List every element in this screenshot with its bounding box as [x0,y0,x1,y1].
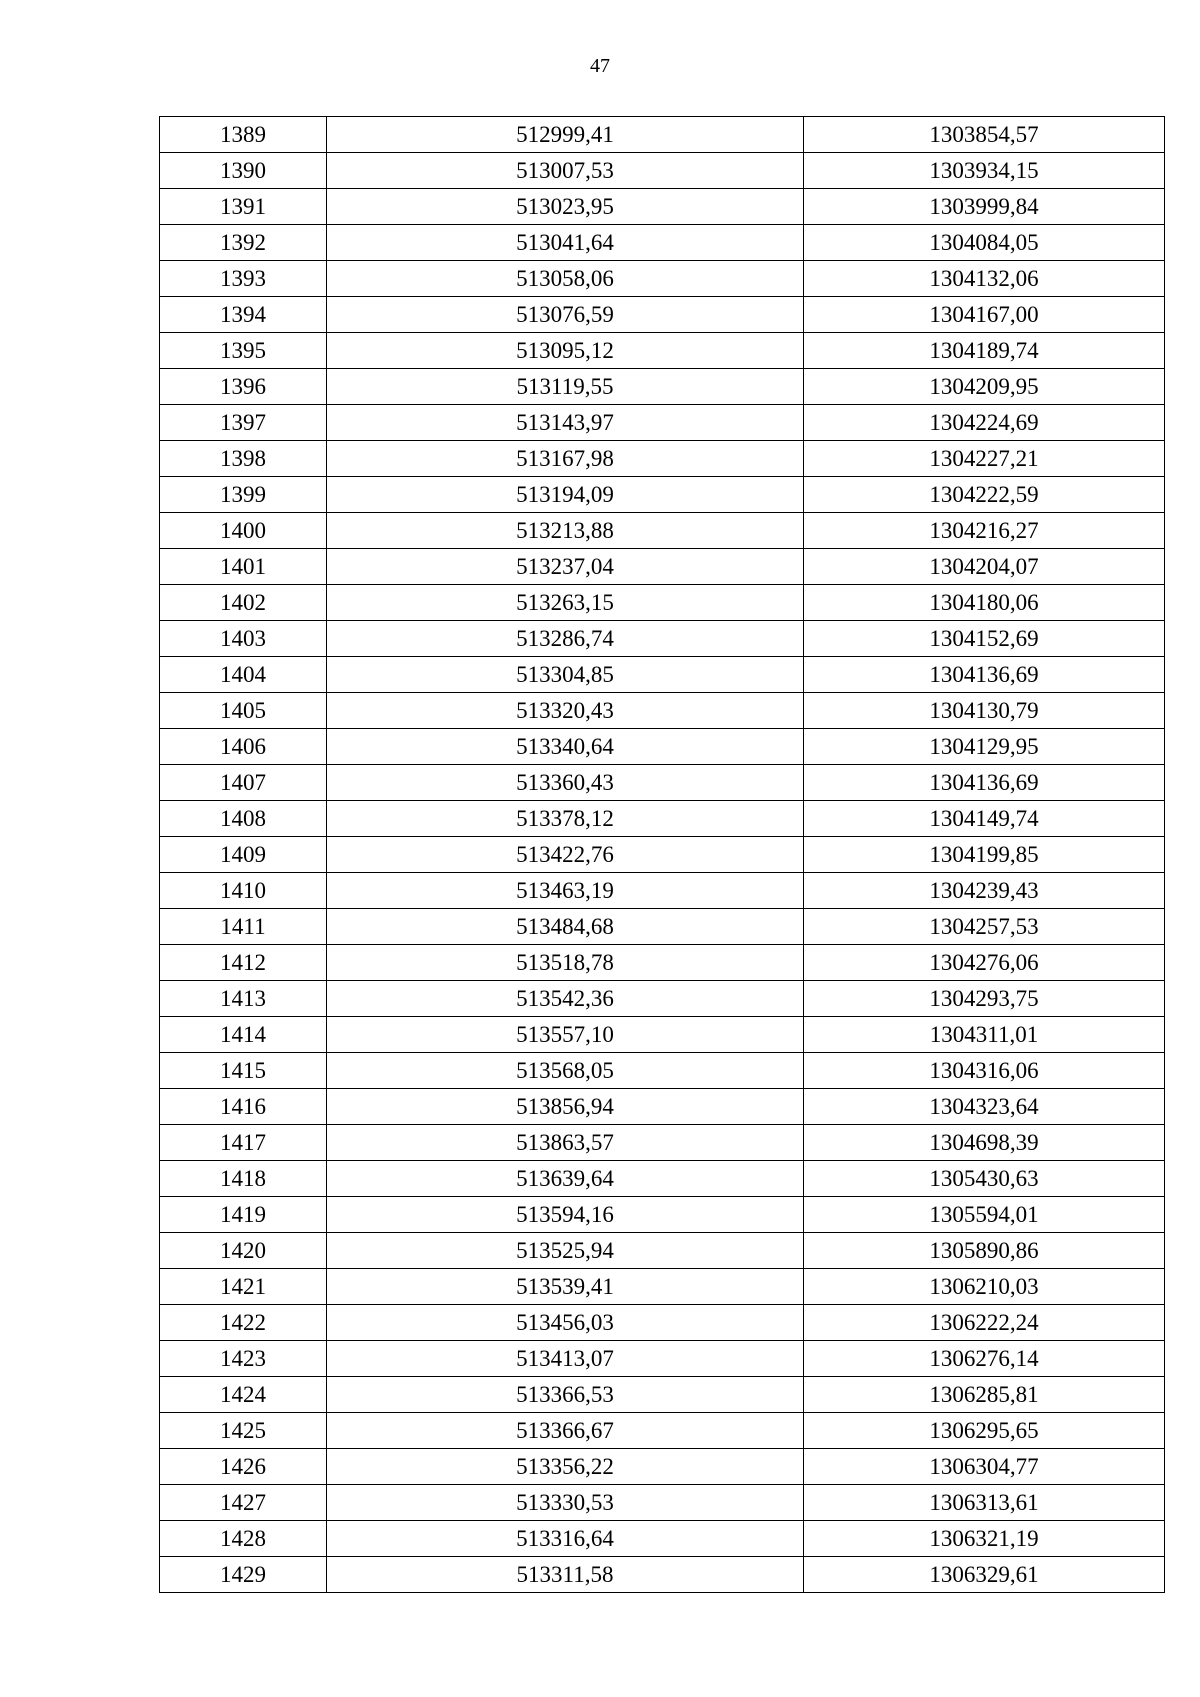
point-number-cell: 1414 [160,1017,327,1053]
table-row [160,225,1165,261]
x-coordinate-cell: 513456,03 [327,1305,804,1341]
point-number-cell: 1399 [160,477,327,513]
point-number-cell: 1419 [160,1197,327,1233]
point-number-cell: 1392 [160,225,327,261]
y-coordinate-cell: 1304216,27 [804,513,1165,549]
y-coordinate-cell: 1304209,95 [804,369,1165,405]
table-row [160,585,1165,621]
x-coordinate-cell: 513263,15 [327,585,804,621]
y-coordinate-cell: 1304323,64 [804,1089,1165,1125]
coordinates-table [159,116,1165,1593]
table-row [160,333,1165,369]
table-row [160,909,1165,945]
table-row [160,765,1165,801]
table-row [160,369,1165,405]
x-coordinate-cell: 513340,64 [327,729,804,765]
x-coordinate-cell: 513568,05 [327,1053,804,1089]
y-coordinate-cell: 1304311,01 [804,1017,1165,1053]
x-coordinate-cell: 512999,41 [327,117,804,153]
x-coordinate-cell: 513366,53 [327,1377,804,1413]
x-coordinate-cell: 513360,43 [327,765,804,801]
y-coordinate-cell: 1304224,69 [804,405,1165,441]
table-row [160,1413,1165,1449]
point-number-cell: 1422 [160,1305,327,1341]
table-row [160,1269,1165,1305]
x-coordinate-cell: 513119,55 [327,369,804,405]
page-number: 47 [590,55,610,77]
point-number-cell: 1400 [160,513,327,549]
point-number-cell: 1389 [160,117,327,153]
point-number-cell: 1415 [160,1053,327,1089]
x-coordinate-cell: 513639,64 [327,1161,804,1197]
point-number-cell: 1406 [160,729,327,765]
y-coordinate-cell: 1304180,06 [804,585,1165,621]
y-coordinate-cell: 1306321,19 [804,1521,1165,1557]
x-coordinate-cell: 513863,57 [327,1125,804,1161]
x-coordinate-cell: 513213,88 [327,513,804,549]
point-number-cell: 1394 [160,297,327,333]
table-row [160,729,1165,765]
x-coordinate-cell: 513194,09 [327,477,804,513]
y-coordinate-cell: 1306329,61 [804,1557,1165,1593]
table-row [160,189,1165,225]
point-number-cell: 1423 [160,1341,327,1377]
point-number-cell: 1395 [160,333,327,369]
x-coordinate-cell: 513316,64 [327,1521,804,1557]
x-coordinate-cell: 513366,67 [327,1413,804,1449]
table-row [160,1341,1165,1377]
x-coordinate-cell: 513484,68 [327,909,804,945]
x-coordinate-cell: 513542,36 [327,981,804,1017]
point-number-cell: 1416 [160,1089,327,1125]
point-number-cell: 1391 [160,189,327,225]
x-coordinate-cell: 513856,94 [327,1089,804,1125]
x-coordinate-cell: 513422,76 [327,837,804,873]
x-coordinate-cell: 513167,98 [327,441,804,477]
y-coordinate-cell: 1304130,79 [804,693,1165,729]
table-row [160,117,1165,153]
y-coordinate-cell: 1306276,14 [804,1341,1165,1377]
y-coordinate-cell: 1304084,05 [804,225,1165,261]
table-row [160,873,1165,909]
table-row [160,1521,1165,1557]
x-coordinate-cell: 513023,95 [327,189,804,225]
x-coordinate-cell: 513525,94 [327,1233,804,1269]
x-coordinate-cell: 513320,43 [327,693,804,729]
table-row [160,693,1165,729]
x-coordinate-cell: 513304,85 [327,657,804,693]
y-coordinate-cell: 1306313,61 [804,1485,1165,1521]
y-coordinate-cell: 1306304,77 [804,1449,1165,1485]
point-number-cell: 1413 [160,981,327,1017]
table-row [160,513,1165,549]
y-coordinate-cell: 1306285,81 [804,1377,1165,1413]
table-row [160,837,1165,873]
table-row [160,801,1165,837]
point-number-cell: 1407 [160,765,327,801]
y-coordinate-cell: 1304136,69 [804,765,1165,801]
table-row [160,1449,1165,1485]
y-coordinate-cell: 1304199,85 [804,837,1165,873]
y-coordinate-cell: 1306295,65 [804,1413,1165,1449]
y-coordinate-cell: 1304293,75 [804,981,1165,1017]
y-coordinate-cell: 1304276,06 [804,945,1165,981]
y-coordinate-cell: 1304239,43 [804,873,1165,909]
point-number-cell: 1426 [160,1449,327,1485]
point-number-cell: 1390 [160,153,327,189]
y-coordinate-cell: 1305430,63 [804,1161,1165,1197]
table-row [160,405,1165,441]
table-row [160,549,1165,585]
table-row [160,1557,1165,1593]
table-row [160,1053,1165,1089]
table-row [160,1377,1165,1413]
x-coordinate-cell: 513237,04 [327,549,804,585]
table-row [160,153,1165,189]
point-number-cell: 1421 [160,1269,327,1305]
y-coordinate-cell: 1304222,59 [804,477,1165,513]
x-coordinate-cell: 513311,58 [327,1557,804,1593]
table-row [160,1125,1165,1161]
point-number-cell: 1425 [160,1413,327,1449]
y-coordinate-cell: 1304132,06 [804,261,1165,297]
y-coordinate-cell: 1303999,84 [804,189,1165,225]
y-coordinate-cell: 1304129,95 [804,729,1165,765]
point-number-cell: 1429 [160,1557,327,1593]
x-coordinate-cell: 513463,19 [327,873,804,909]
y-coordinate-cell: 1303854,57 [804,117,1165,153]
point-number-cell: 1409 [160,837,327,873]
x-coordinate-cell: 513007,53 [327,153,804,189]
x-coordinate-cell: 513594,16 [327,1197,804,1233]
x-coordinate-cell: 513095,12 [327,333,804,369]
point-number-cell: 1397 [160,405,327,441]
x-coordinate-cell: 513330,53 [327,1485,804,1521]
y-coordinate-cell: 1304152,69 [804,621,1165,657]
point-number-cell: 1396 [160,369,327,405]
x-coordinate-cell: 513041,64 [327,225,804,261]
point-number-cell: 1417 [160,1125,327,1161]
table-row [160,1485,1165,1521]
table-row [160,1161,1165,1197]
table-row [160,297,1165,333]
coordinates-table-body [160,117,1165,1593]
y-coordinate-cell: 1304257,53 [804,909,1165,945]
y-coordinate-cell: 1304136,69 [804,657,1165,693]
x-coordinate-cell: 513378,12 [327,801,804,837]
y-coordinate-cell: 1306210,03 [804,1269,1165,1305]
x-coordinate-cell: 513356,22 [327,1449,804,1485]
x-coordinate-cell: 513286,74 [327,621,804,657]
table-row [160,477,1165,513]
y-coordinate-cell: 1304204,07 [804,549,1165,585]
point-number-cell: 1410 [160,873,327,909]
x-coordinate-cell: 513518,78 [327,945,804,981]
table-row [160,945,1165,981]
y-coordinate-cell: 1304167,00 [804,297,1165,333]
table-row [160,981,1165,1017]
y-coordinate-cell: 1304149,74 [804,801,1165,837]
x-coordinate-cell: 513413,07 [327,1341,804,1377]
table-row [160,1089,1165,1125]
table-row [160,1305,1165,1341]
x-coordinate-cell: 513557,10 [327,1017,804,1053]
y-coordinate-cell: 1306222,24 [804,1305,1165,1341]
x-coordinate-cell: 513076,59 [327,297,804,333]
point-number-cell: 1427 [160,1485,327,1521]
y-coordinate-cell: 1303934,15 [804,153,1165,189]
y-coordinate-cell: 1304316,06 [804,1053,1165,1089]
point-number-cell: 1424 [160,1377,327,1413]
point-number-cell: 1398 [160,441,327,477]
point-number-cell: 1412 [160,945,327,981]
y-coordinate-cell: 1304189,74 [804,333,1165,369]
y-coordinate-cell: 1304698,39 [804,1125,1165,1161]
x-coordinate-cell: 513143,97 [327,405,804,441]
point-number-cell: 1402 [160,585,327,621]
table-row [160,1197,1165,1233]
point-number-cell: 1403 [160,621,327,657]
point-number-cell: 1418 [160,1161,327,1197]
point-number-cell: 1428 [160,1521,327,1557]
point-number-cell: 1420 [160,1233,327,1269]
table-row [160,1233,1165,1269]
point-number-cell: 1401 [160,549,327,585]
table-row [160,261,1165,297]
table-row [160,657,1165,693]
point-number-cell: 1404 [160,657,327,693]
table-row [160,441,1165,477]
point-number-cell: 1405 [160,693,327,729]
y-coordinate-cell: 1305890,86 [804,1233,1165,1269]
y-coordinate-cell: 1305594,01 [804,1197,1165,1233]
table-row [160,1017,1165,1053]
point-number-cell: 1408 [160,801,327,837]
point-number-cell: 1411 [160,909,327,945]
point-number-cell: 1393 [160,261,327,297]
table-row [160,621,1165,657]
x-coordinate-cell: 513539,41 [327,1269,804,1305]
y-coordinate-cell: 1304227,21 [804,441,1165,477]
x-coordinate-cell: 513058,06 [327,261,804,297]
